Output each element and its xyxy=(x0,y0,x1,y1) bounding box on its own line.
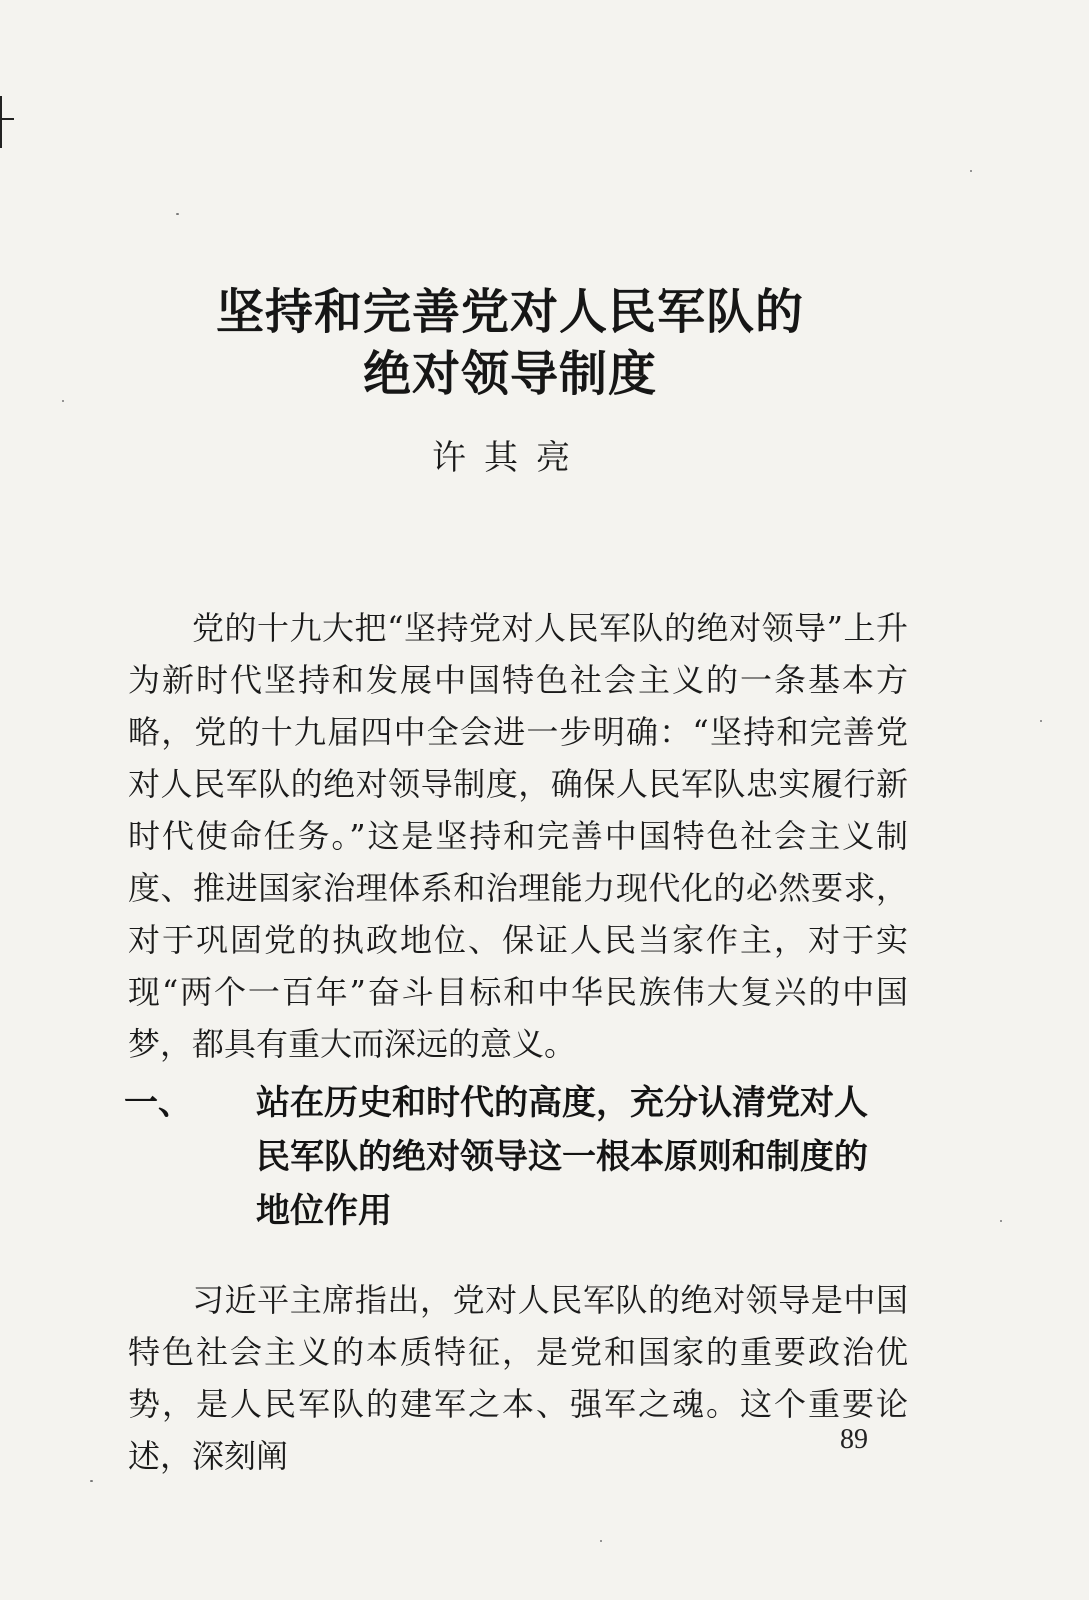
scan-speck xyxy=(90,1480,93,1482)
scan-speck xyxy=(1040,720,1042,722)
scan-speck xyxy=(970,170,972,172)
section-1-heading xyxy=(124,1076,870,1238)
page-number: 89 xyxy=(840,1424,868,1455)
binding-edge-mark xyxy=(0,96,12,148)
article-title-line-2: 绝对领导制度 xyxy=(362,346,657,402)
section-1-number: 一、 xyxy=(124,1083,192,1123)
article-title-line-1: 坚持和完善党对人民军队的 xyxy=(215,284,804,340)
section-1-paragraph: 习近平主席指出，党对人民军队的绝对领导是中国特色社会主义的本质特征，是党和国家的重要政治优势，是人民军队的建军之本、强军之魂。这个重要论述，深刻阐 xyxy=(128,1281,908,1475)
scan-speck xyxy=(600,1540,602,1542)
article-author: 许其亮 xyxy=(432,438,588,478)
section-1-heading-text: 站在历史和时代的高度，充分认清党对人民军队的绝对领导这一根本原则和制度的地位作用 xyxy=(256,1083,868,1231)
scan-speck xyxy=(1000,1220,1002,1222)
scan-speck xyxy=(62,400,64,402)
intro-paragraph: 党的十九大把“坚持党对人民军队的绝对领导”上升为新时代坚持和发展中国特色社会主义的一条基本方略，党的十九届四中全会进一步明确：“坚持和完善党对人民军队的绝对领导制度，确保人民军队忠实履行新时代使命任务。”这是坚持和完善中国特色社会主义制度、推进国家治理体系和治理能力现代化的必然要求，对于巩固党的执政地位、保证人民当家作主，对于实现“两个一百年”奋斗目标和中华民族伟大复兴的中国梦，都具有重大而深远的意义。 xyxy=(128,609,908,1063)
scan-speck xyxy=(176,213,179,215)
